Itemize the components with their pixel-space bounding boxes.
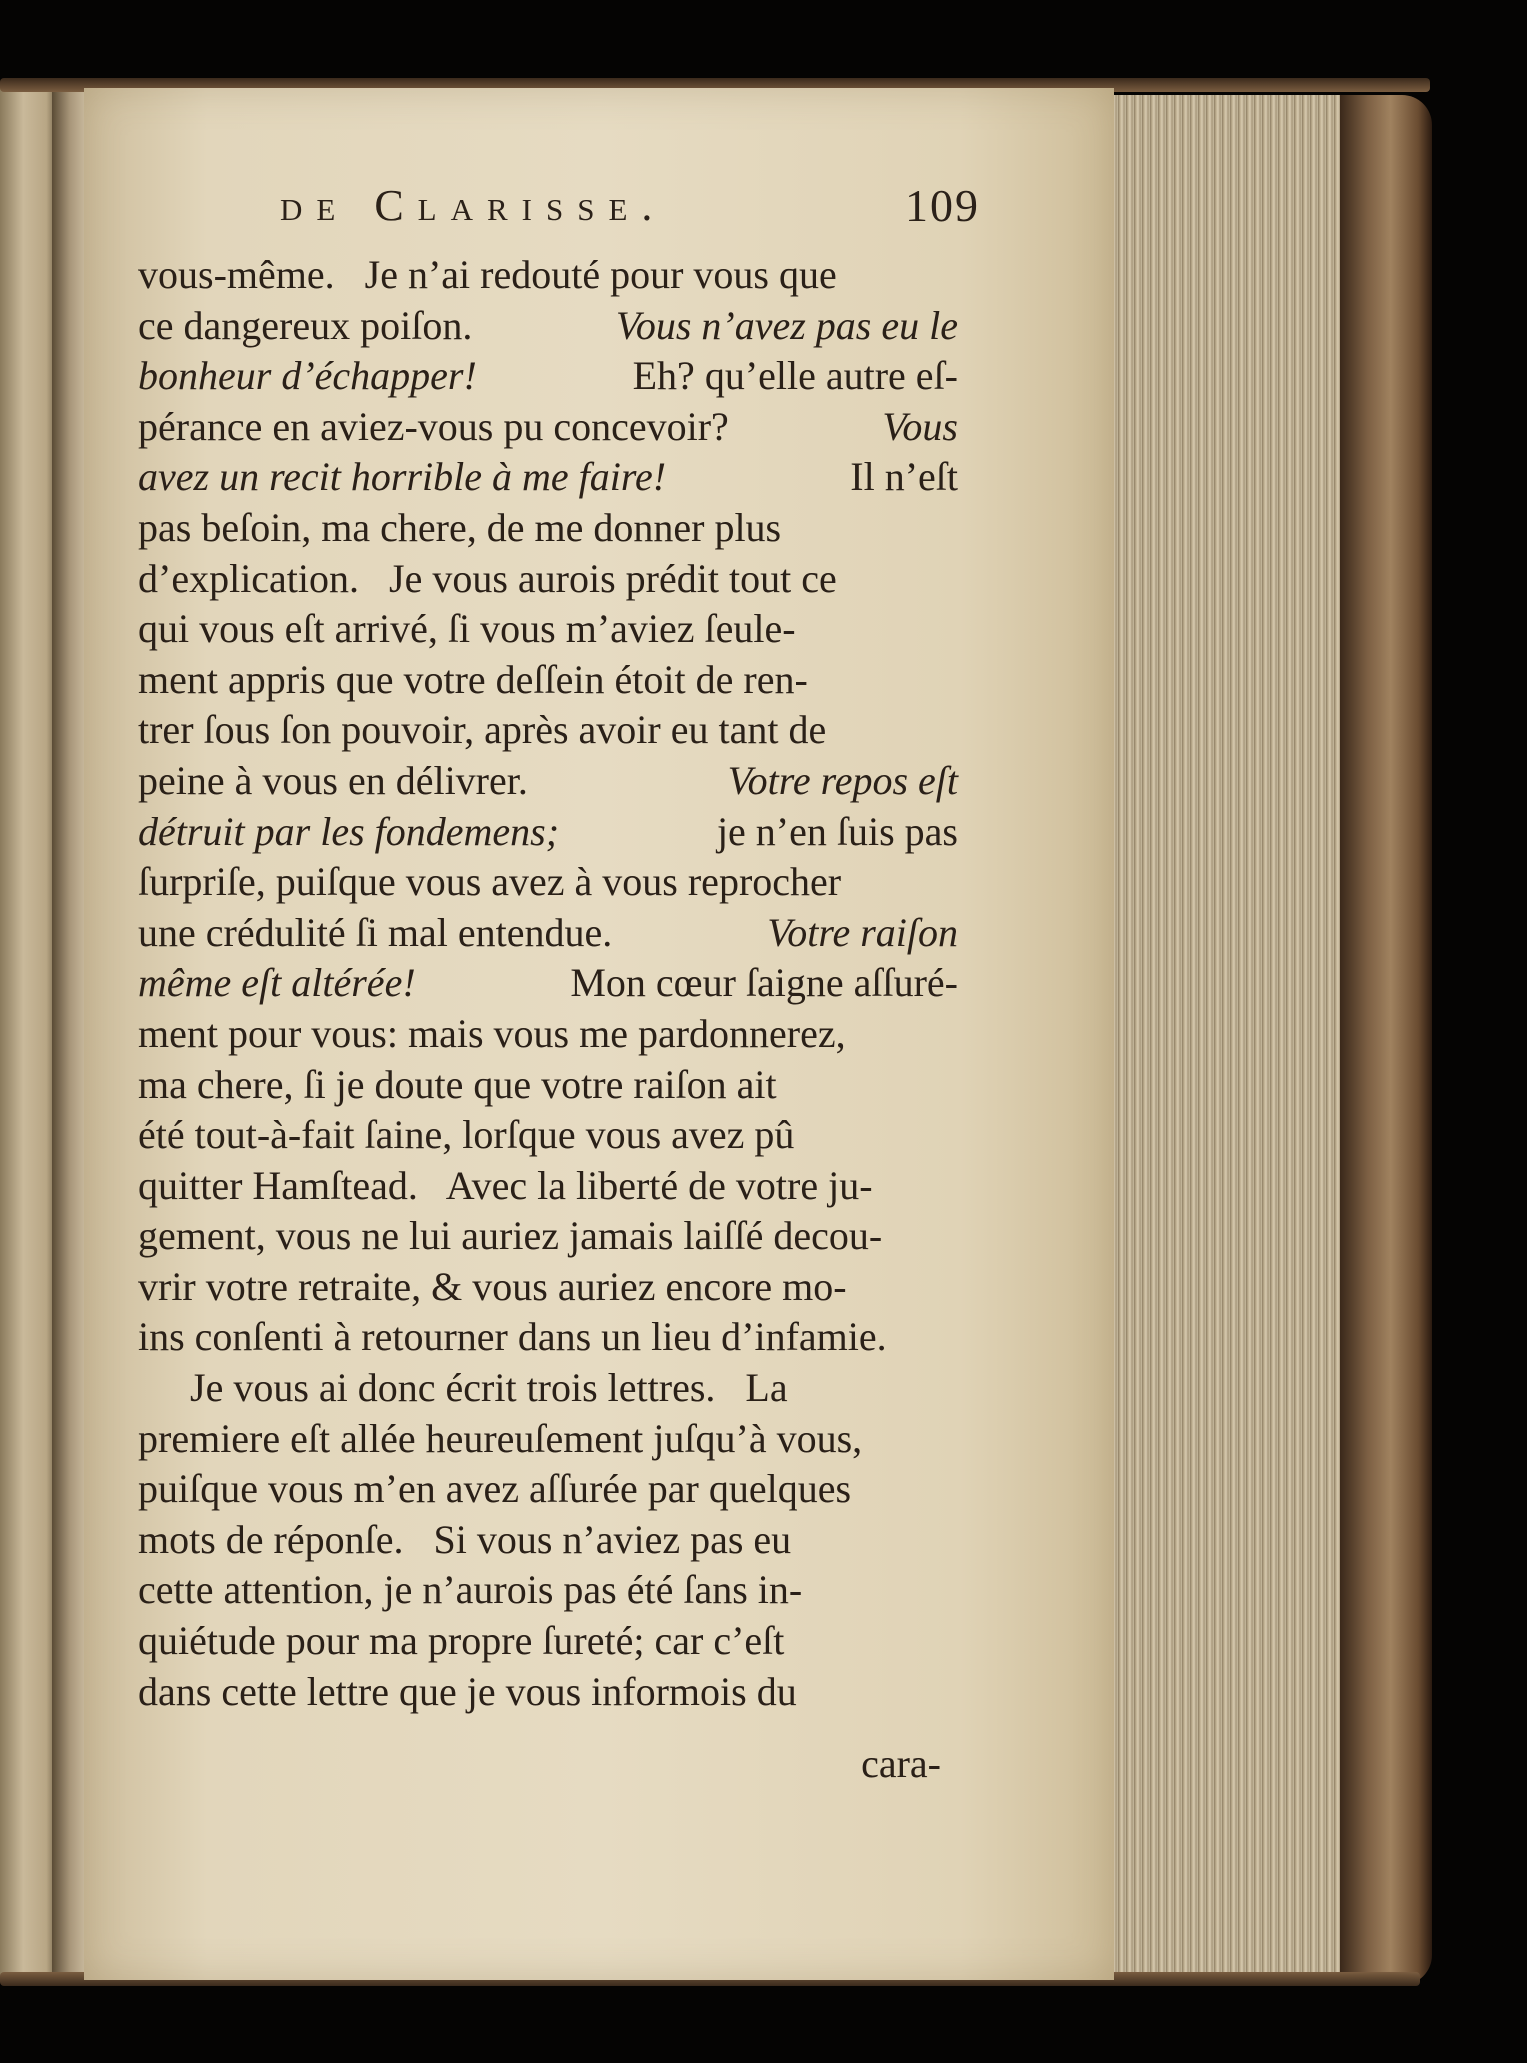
text-line: bonheur d’échapper! Eh? qu’elle autre eſ- (138, 353, 958, 399)
running-title: de Clarisse. (280, 180, 667, 230)
text-line: vrir votre retraite, & vous auriez encore mo- (138, 1263, 847, 1309)
text-line: quiétude pour ma propre ſureté; car c’eſt (138, 1618, 785, 1664)
text-line: ma chere, ſi je doute que votre raiſon ait (138, 1061, 777, 1107)
text-line: cette attention, je n’aurois pas été ſans in- (138, 1567, 803, 1613)
text-line: peine à vous en délivrer. Votre repos eſt (138, 757, 958, 803)
text-line: trer ſous ſon pouvoir, après avoir eu tant de (138, 707, 827, 753)
text-line: une crédulité ſi mal entendue. Votre raiſon (138, 909, 958, 955)
text-line: ſurpriſe, puiſque vous avez à vous reprocher (138, 859, 842, 905)
text-line: même eſt altérée! Mon cœur ſaigne aſſuré- (138, 960, 958, 1006)
text-line: dans cette lettre que je vous informois du (138, 1668, 797, 1714)
text-line: pérance en aviez-vous pu concevoir? Vous (138, 403, 958, 449)
text-line: premiere eſt allée heureuſement juſqu’à vous, (138, 1415, 863, 1461)
text-line: d’explication. Je vous aurois prédit tout ce (138, 555, 837, 601)
catchword: cara- (861, 1741, 941, 1786)
text-line: puiſque vous m’en avez aſſurée par quelques (138, 1466, 852, 1512)
text-line: ce dangereux poiſon. Vous n’avez pas eu le (138, 302, 958, 348)
page-number: 109 (905, 179, 980, 231)
text-line: avez un recit horrible à me faire! Il n’eſt (138, 454, 958, 500)
book-spine (1340, 95, 1432, 1985)
text-line: gement, vous ne lui auriez jamais laiſſé decou- (138, 1213, 883, 1259)
text-line: quitter Hamſtead. Avec la liberté de votre ju- (138, 1162, 873, 1208)
text-line: mots de réponſe. Si vous n’aviez pas eu (138, 1516, 792, 1562)
text-line: ment pour vous: mais vous me pardonnerez, (138, 1010, 846, 1056)
running-head (280, 170, 980, 240)
text-line: Je vous ai donc écrit trois lettres. La (190, 1365, 788, 1411)
text-line: ment appris que votre deſſein étoit de ren- (138, 656, 808, 702)
text-line: vous-même. Je n’ai redouté pour vous que (138, 252, 837, 297)
text-line: ins conſenti à retourner dans un lieu d’infamie. (138, 1314, 887, 1360)
body-text (138, 250, 958, 1717)
text-line: qui vous eſt arrivé, ſi vous m’aviez ſeule- (138, 606, 796, 652)
left-page-edge (0, 82, 58, 1982)
page-edges (1110, 95, 1360, 1985)
text-line: pas beſoin, ma chere, de me donner plus (138, 504, 782, 550)
text-line: été tout-à-fait ſaine, lorſque vous avez pû (138, 1112, 795, 1158)
text-line: détruit par les fondemens; je n’en ſuis pas (138, 808, 958, 854)
